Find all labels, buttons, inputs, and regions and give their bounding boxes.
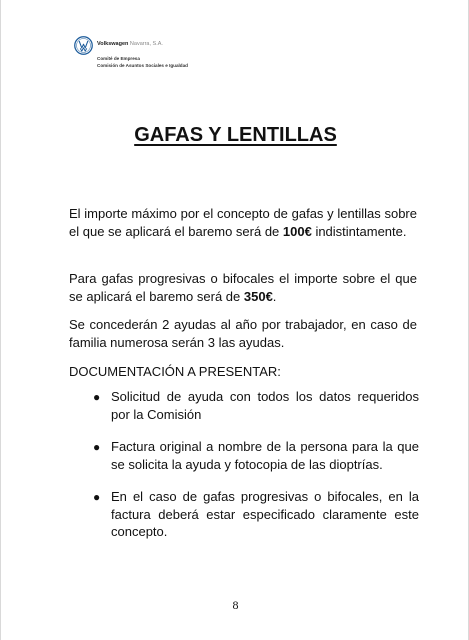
amount-value: 100€ [282, 223, 312, 239]
list-item-text: Factura original a nombre de la persona para la que se solicita la ayuda y fotocopia de las dioptrías. [111, 439, 419, 472]
list-item-text: En el caso de gafas progresivas o bifocales, en la factura deberá estar especificado claramente este concepto. [111, 489, 419, 539]
paragraph-max-amount [69, 205, 417, 240]
documentation-heading: DOCUMENTACIÓN A PRESENTAR: [69, 364, 281, 379]
bullet-icon: ● [93, 490, 101, 504]
commission-name: Comisión de Asuntos Sociales e Igualdad [97, 63, 188, 68]
paragraph-progressive-amount [69, 270, 417, 305]
list-item [89, 438, 419, 473]
page-number: 8 [232, 598, 239, 612]
list-item-text: Solicitud de ayuda con todos los datos requeridos por la Comisión [111, 389, 419, 422]
documentation-list [89, 488, 419, 541]
company-brand: Volkswagen [97, 41, 129, 47]
company-location: Navarra, S.A. [129, 41, 163, 47]
documentation-list [89, 438, 419, 473]
page-title [1, 124, 469, 147]
page-title-text: GAFAS Y LENTILLAS [134, 124, 337, 146]
paragraph-text: El importe máximo por el concepto de gafas y lentillas sobre el que se aplicará el baremo será de [69, 206, 417, 239]
list-item [89, 488, 419, 541]
paragraph-text: indistintamente. [311, 223, 407, 239]
paragraph-text: Para gafas progresivas o bifocales el importe sobre el que se aplicará el baremo será de [69, 271, 417, 304]
documentation-list [89, 388, 419, 423]
committee-name: Comité de Empresa [97, 56, 140, 61]
amount-value: 350€ [243, 288, 273, 304]
paragraph-aid-count: Se concederán 2 ayudas al año por trabajador, en caso de familia numerosa serán 3 las ayudas. [69, 317, 417, 350]
bullet-icon: ● [93, 440, 101, 454]
volkswagen-logo-icon [74, 36, 93, 55]
bullet-icon: ● [93, 390, 101, 404]
paragraph-text: . [272, 288, 277, 304]
company-name [97, 41, 163, 47]
list-item [89, 388, 419, 423]
